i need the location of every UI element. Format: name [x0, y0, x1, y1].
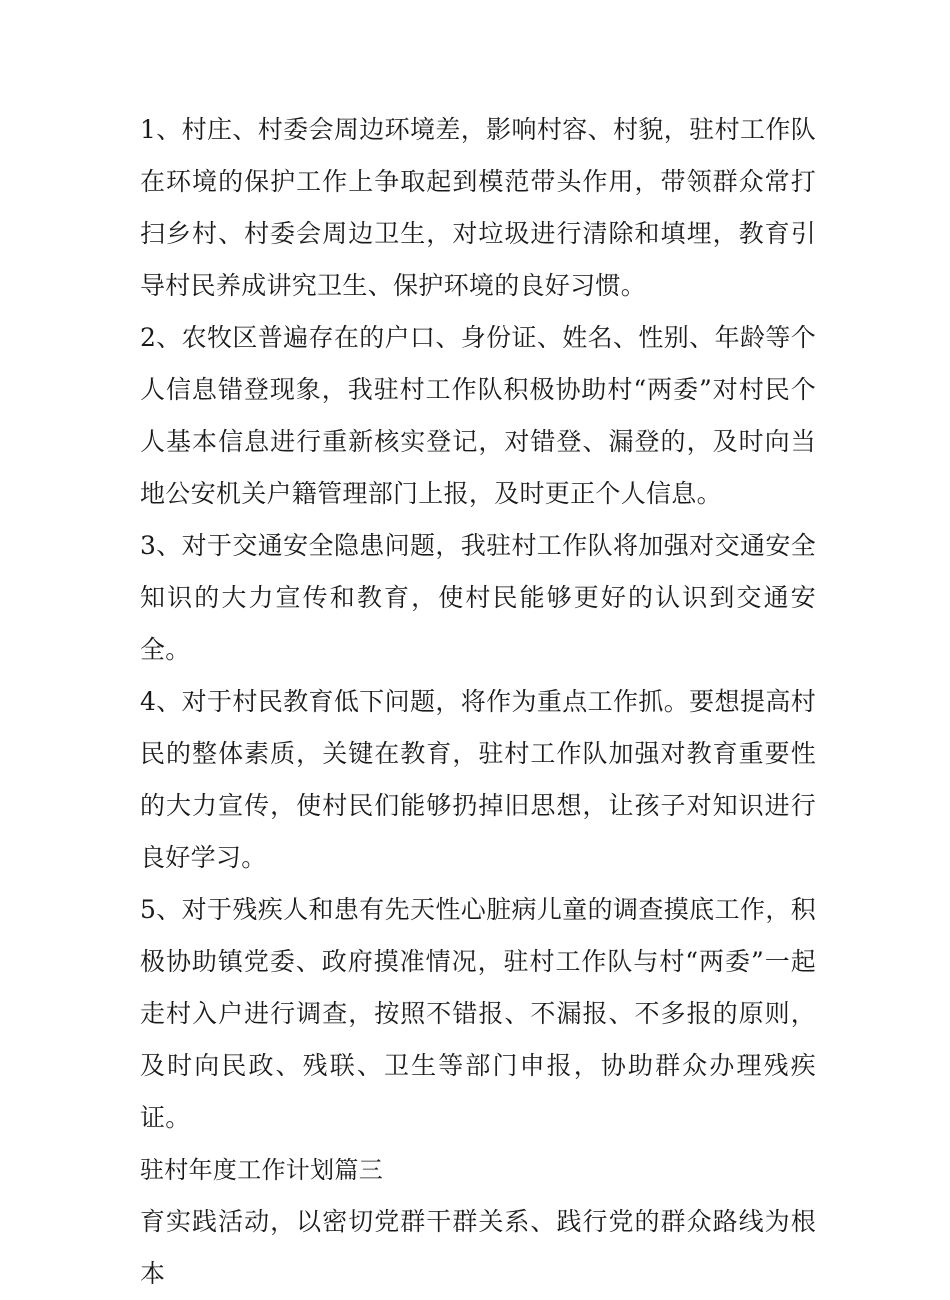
paragraph-personal-info: 2、农牧区普遍存在的户口、身份证、姓名、性别、年龄等个人信息错登现象，我驻村工作队积极协助村“两委”对村民个人基本信息进行重新核实登记，对错登、漏登的，及时向当地公安机关户籍管理部门上报，及时更正个人信息。	[140, 323, 816, 508]
paragraph-traffic-safety: 3、对于交通安全隐患问题，我驻村工作队将加强对交通安全知识的大力宣传和教育，使村民能够更好的认识到交通安全。	[140, 531, 816, 664]
closing-paragraph: 育实践活动，以密切党群干群关系、践行党的群众路线为根本	[140, 1207, 816, 1288]
paragraph-education: 4、对于村民教育低下问题，将作为重点工作抓。要想提高村民的整体素质，关键在教育，驻村工作队加强对教育重要性的大力宣传，使村民们能够扔掉旧思想，让孩子对知识进行良好学习。	[140, 687, 816, 872]
section-title: 驻村年度工作计划篇三	[140, 1156, 383, 1184]
document-body	[140, 104, 816, 1300]
paragraph-disability-survey: 5、对于残疾人和患有先天性心脏病儿童的调查摸底工作，积极协助镇党委、政府摸准情况，驻村工作队与村“两委”一起走村入户进行调查，按照不错报、不漏报、不多报的原则，及时向民政、残联、卫生等部门申报，协助群众办理残疾证。	[140, 895, 816, 1132]
paragraph-environment: 1、村庄、村委会周边环境差，影响村容、村貌，驻村工作队在环境的保护工作上争取起到模范带头作用，带领群众常打扫乡村、村委会周边卫生，对垃圾进行清除和填埋，教育引导村民养成讲究卫生、保护环境的良好习惯。	[140, 115, 816, 300]
